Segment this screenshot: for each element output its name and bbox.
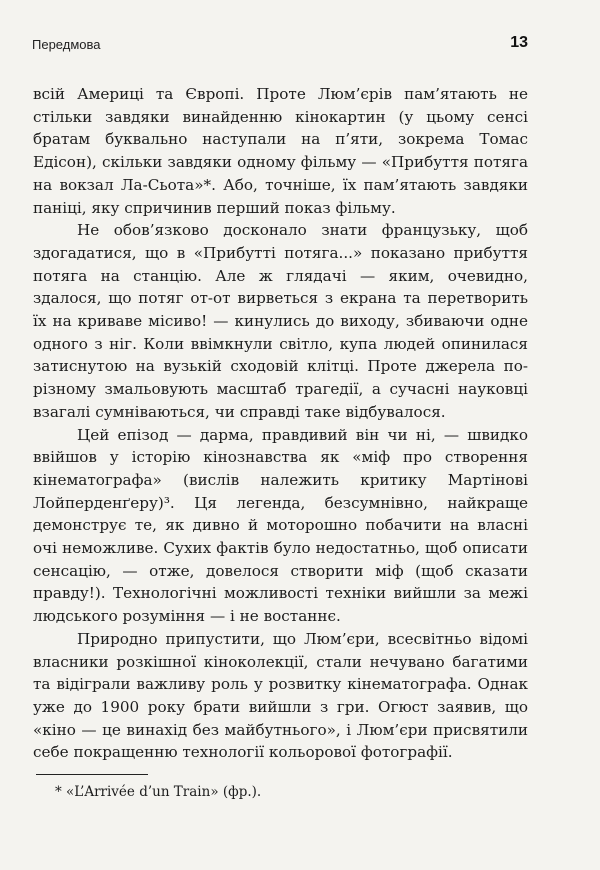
running-header: Передмова [32, 37, 101, 52]
paragraph-3: Цей епізод — дарма, правдивий він чи ні, — швидко ввійшов у історію кінознавства як «міф про створення кінематографа» (вислів належить критику Мартінові Лойперденґеру)³. Ця легенда, безсумнівно, найкраще демонструє те, як дивно й моторошно побачити на власні очі неможливе. Сухих фактів було недостатньо, щоб описати сенсацію, — отже, довелося створити міф (щоб сказати правду!). Технологічні можливості техніки вийшли за межі людського розуміння — і не востаннє. [33, 425, 528, 626]
page-number: 13 [510, 34, 528, 51]
footnote: * «L’Arrivée d’un Train» (фр.). [55, 784, 262, 800]
body-text [33, 83, 528, 764]
paragraph-4: Природно припустити, що Люм’єри, всесвітньо відомі власники розкішної кіноколекції, стали нечувано багатими та відіграли важливу роль у розвитку кінематографа. Однак уже до 1900 року брати вийшли з гри. Огюст заявив, що «кіно — це винахід без майбутнього», і Люм’єри присвятили себе покращенню технології кольорової фотографії. [33, 629, 528, 762]
footnote-divider [36, 774, 148, 775]
paragraph-2: Не обов’язково досконало знати французьку, щоб здогадатися, що в «Прибутті потяга...» показано прибуття потяга на станцію. Але ж глядачі — яким, очевидно, здалося, що потяг от-от вирветься з екрана та перетворить їх на криваве місиво! — кинулись до виходу, збиваючи одне одного з ніг. Коли ввімкнули світло, купа людей опинилася затиснутою на вузькій сходовій клітці. Проте джерела по-різному змальовують масштаб трагедії, а сучасні науковці взагалі сумніваються, чи справді таке відбувалося. [33, 221, 528, 421]
paragraph-1: всій Америці та Європі. Проте Люм’єрів пам’ятають не стільки завдяки винайденню кінокартин (у цьому сенсі братам буквально наступали на п’яти, зокрема Томас Едісон), скільки завдяки одному фільму — «Прибуття потяга на вокзал Ла-Сьота»*. Або, точніше, їх пам’ятають завдяки паніці, яку спричинив перший показ фільму. [33, 85, 528, 217]
